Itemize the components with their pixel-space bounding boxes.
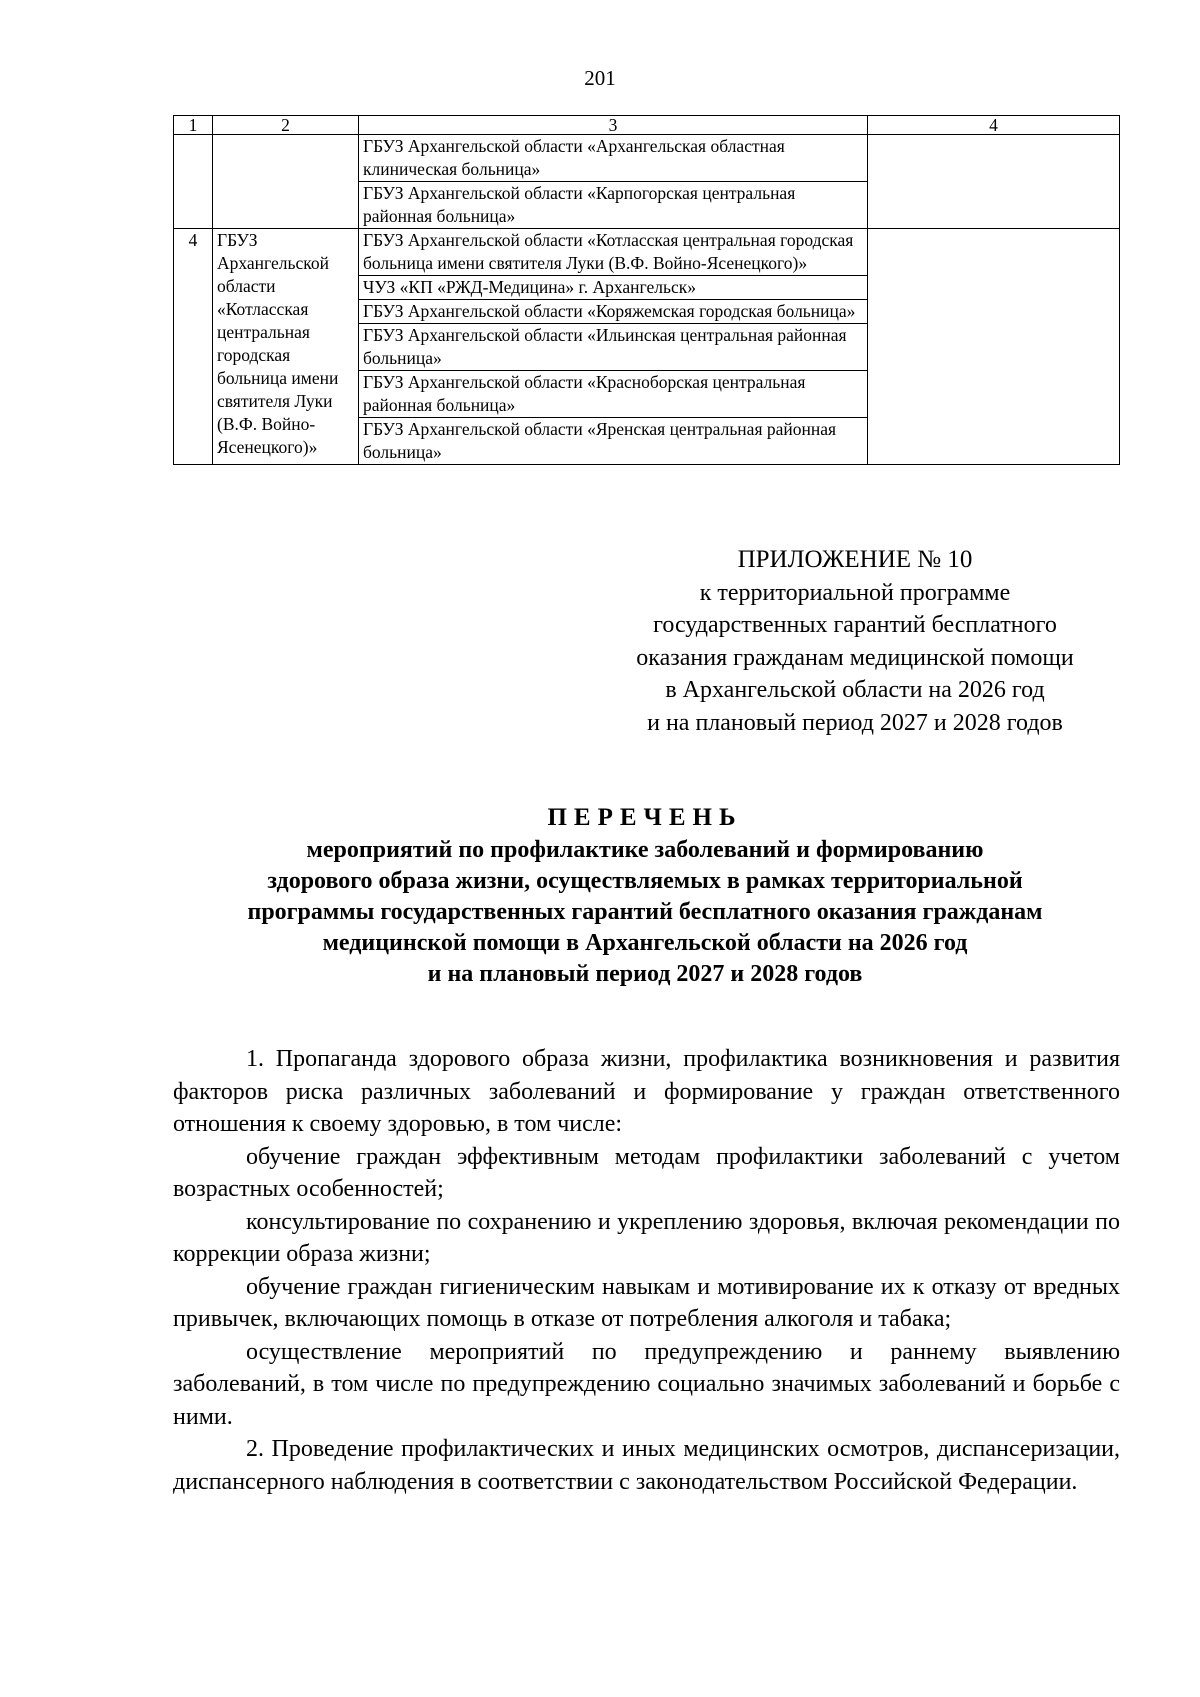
organization-cell: ГБУЗ Архангельской области «Котласская центральная городская больница имени святителя Луки (В.Ф. Войно-Ясенецкого)»: [359, 229, 868, 276]
organization-cell: ГБУЗ Архангельской области «Ильинская центральная районная больница»: [359, 324, 868, 371]
organization-cell: ГБУЗ Архангельской области «Коряжемская городская больница»: [359, 300, 868, 324]
empty-cell: [868, 135, 1120, 229]
organization-cell: ГБУЗ Архангельской области «Яренская центральная районная больница»: [359, 418, 868, 465]
organization-cell: ГБУЗ Архангельской области «Красноборская центральная районная больница»: [359, 371, 868, 418]
heading-subtitle-line: и на плановый период 2027 и 2028 годов: [427, 961, 863, 987]
column-header-3: 3: [359, 116, 868, 135]
body-text: [173, 1043, 1120, 1498]
appendix-block: [590, 544, 1120, 739]
column-header-4: 4: [868, 116, 1120, 135]
heading-title: ПЕРЕЧЕНЬ: [547, 804, 743, 831]
appendix-line: в Архангельской области на 2026 год: [665, 677, 1045, 703]
table-row: [174, 229, 1120, 276]
paragraph: осуществление мероприятий по предупреждению и раннему выявлению заболеваний, в том числе по предупреждению социально значимых заболеваний и борьбе с ними.: [173, 1338, 1120, 1430]
column-header-1: 1: [174, 116, 213, 135]
appendix-line: государственных гарантий бесплатного: [653, 612, 1057, 638]
paragraph: 2. Проведение профилактических и иных медицинских осмотров, диспансеризации, диспансерного наблюдения в соответствии с законодательством Российской Федерации.: [173, 1436, 1120, 1495]
appendix-line: и на плановый период 2027 и 2028 годов: [647, 709, 1063, 736]
empty-cell: [868, 229, 1120, 465]
heading-subtitle-line: мероприятий по профилактике заболеваний и формированию: [306, 837, 984, 863]
heading-subtitle-line: медицинской помощи в Архангельской области на 2026 год: [322, 930, 968, 956]
group-number-cell: 4: [174, 229, 213, 465]
organization-cell: ГБУЗ Архангельской области «Карпогорская центральная районная больница»: [359, 182, 868, 229]
table-header-row: [174, 116, 1120, 135]
organization-cell: ГБУЗ Архангельской области «Архангельская областная клиническая больница»: [359, 135, 868, 182]
paragraph: 1. Пропаганда здорового образа жизни, профилактика возникновения и развития факторов риска различных заболеваний и формирование у граждан ответственного отношения к своему здоровью, в том числе:: [173, 1046, 1120, 1137]
appendix-title: ПРИЛОЖЕНИЕ № 10: [737, 546, 973, 573]
empty-cell: [174, 135, 213, 229]
column-header-2: 2: [213, 116, 359, 135]
medical-organizations-table: [173, 115, 1120, 465]
heading-subtitle-line: здорового образа жизни, осуществляемых в рамках территориальной: [267, 868, 1023, 894]
appendix-line: оказания гражданам медицинской помощи: [636, 644, 1074, 671]
lead-organization-cell: ГБУЗ Архангельской области «Котласская центральная городская больница имени святителя Луки (В.Ф. Войно-Ясенецкого)»: [213, 229, 359, 465]
paragraph: обучение граждан эффективным методам профилактики заболеваний с учетом возрастных особенностей;: [173, 1143, 1120, 1202]
organization-cell: ЧУЗ «КП «РЖД-Медицина» г. Архангельск»: [359, 276, 868, 300]
document-heading: [170, 802, 1120, 990]
appendix-line: к территориальной программе: [699, 579, 1011, 606]
heading-subtitle-line: программы государственных гарантий бесплатного оказания гражданам: [247, 899, 1043, 925]
page-number: 201: [584, 66, 616, 90]
table-row: [174, 135, 1120, 182]
paragraph: консультирование по сохранению и укреплению здоровья, включая рекомендации по коррекции образа жизни;: [173, 1208, 1120, 1267]
paragraph: обучение граждан гигиеническим навыкам и мотивирование их к отказу от вредных привычек, включающих помощь в отказе от потребления алкоголя и табака;: [173, 1273, 1120, 1332]
empty-cell: [213, 135, 359, 229]
